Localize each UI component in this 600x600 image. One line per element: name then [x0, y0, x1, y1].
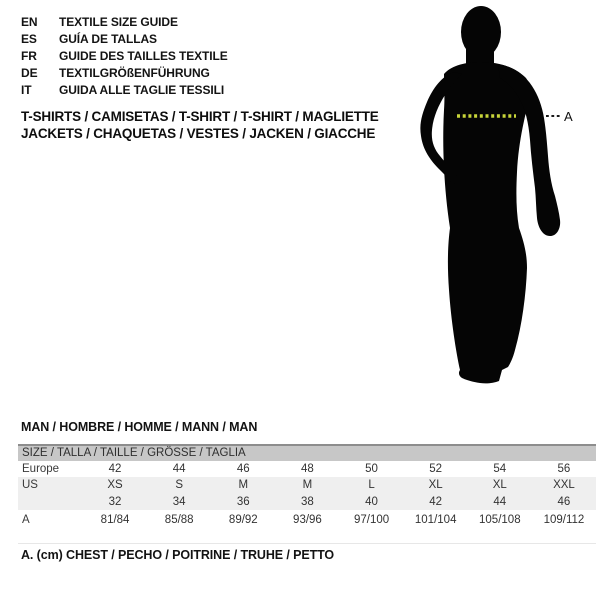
language-code: DE	[21, 65, 38, 80]
table-cell: 56	[557, 463, 571, 475]
category-line-jackets: JACKETS / CHAQUETAS / VESTES / JACKEN / GIACCHE	[21, 126, 376, 141]
row-label: Europe	[22, 463, 60, 475]
table-cell: 40	[365, 495, 378, 508]
table-cell: XXL	[553, 479, 575, 491]
language-code: EN	[21, 14, 38, 29]
man-silhouette	[390, 0, 600, 410]
table-bottom-divider	[18, 543, 596, 544]
table-cell: XL	[428, 479, 443, 491]
table-cell: 48	[301, 463, 314, 475]
table-row-us-numeric	[18, 493, 596, 510]
language-row-es	[21, 30, 228, 47]
language-code: FR	[21, 48, 37, 63]
table-cell: 32	[108, 495, 122, 508]
man-silhouette-figure	[390, 0, 600, 410]
table-cell: 93/96	[293, 513, 322, 526]
table-cell: 81/84	[100, 513, 130, 526]
table-cell: 42	[108, 463, 122, 475]
table-cell: M	[238, 479, 249, 491]
table-cell: 52	[429, 463, 443, 475]
table-cell: XL	[492, 479, 507, 491]
table-cell: 89/92	[228, 513, 258, 526]
row-label: A	[22, 513, 30, 526]
table-cell: 34	[172, 495, 186, 508]
table-cell: S	[175, 479, 184, 491]
table-cell: 85/88	[164, 513, 194, 526]
language-row-fr	[21, 47, 228, 64]
table-cell: 44	[172, 463, 186, 475]
table-cell: 109/112	[543, 513, 585, 526]
table-cell: 101/104	[414, 513, 457, 526]
table-cell: 50	[365, 463, 378, 475]
table-cell: 46	[236, 463, 250, 475]
section-title-man: MAN / HOMBRE / HOMME / MANN / MAN	[21, 420, 258, 434]
table-cell: 105/108	[479, 513, 521, 526]
language-code: IT	[21, 82, 32, 97]
language-row-it	[21, 81, 228, 98]
size-table-header: SIZE / TALLA / TAILLE / GRÖSSE / TAGLIA	[18, 444, 596, 461]
table-cell: 44	[493, 495, 507, 508]
table-cell: 36	[236, 495, 250, 508]
silhouette-body	[443, 62, 529, 383]
table-row-europe	[18, 461, 596, 477]
table-cell: XS	[107, 479, 123, 491]
table-cell: M	[302, 479, 313, 491]
table-cell: 46	[557, 495, 571, 508]
language-label: GUIDE DES TAILLES TEXTILE	[59, 48, 228, 63]
language-label: TEXTILE SIZE GUIDE	[59, 14, 178, 29]
language-label: GUÍA DE TALLAS	[59, 31, 157, 46]
category-line-tshirts: T-SHIRTS / CAMISETAS / T-SHIRT / T-SHIRT / MAGLIETTE	[21, 109, 379, 124]
measure-label-a: A	[564, 109, 573, 124]
measurement-footnote: A. (cm) CHEST / PECHO / POITRINE / TRUHE / PETTO	[21, 548, 335, 562]
table-row-chest-a	[18, 510, 596, 529]
language-row-en	[21, 13, 228, 30]
language-label: GUIDA ALLE TAGLIE TESSILI	[59, 82, 225, 97]
size-table	[18, 444, 596, 529]
language-list	[21, 13, 228, 98]
table-cell: L	[368, 479, 375, 491]
language-label: TEXTILGRÖßENFÜHRUNG	[59, 65, 210, 80]
table-row-us	[18, 477, 596, 493]
row-label: US	[22, 479, 38, 491]
table-cell: 38	[301, 495, 314, 508]
category-heading	[21, 108, 379, 142]
language-code: ES	[21, 31, 37, 46]
table-cell: 54	[493, 463, 507, 475]
table-cell: 97/100	[353, 513, 390, 526]
table-cell: 42	[429, 495, 443, 508]
language-row-de	[21, 64, 228, 81]
